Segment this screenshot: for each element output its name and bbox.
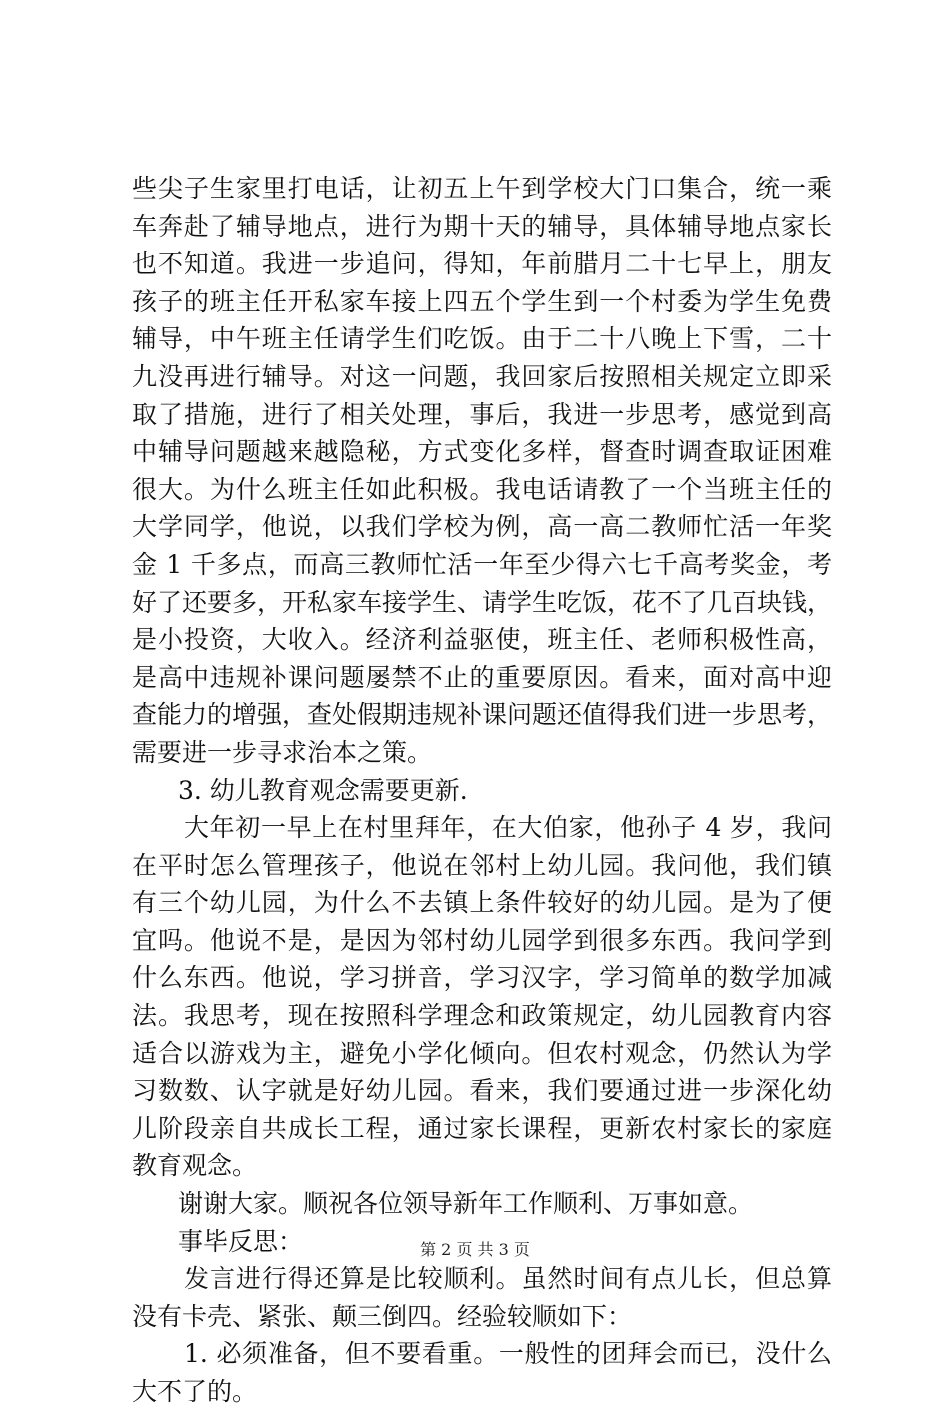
text-line: 孩子的班主任开私家车接上四五个学生到一个村委为学生免费 xyxy=(132,286,832,316)
text-line: 法。我思考，现在按照科学理念和政策规定，幼儿园教育内容 xyxy=(132,1001,832,1031)
text-line: 1. 必须准备，但不要看重。一般性的团拜会而已，没什么 xyxy=(184,1339,832,1369)
text-line: 发言进行得还算是比较顺利。虽然时间有点儿长，但总算 xyxy=(184,1264,832,1294)
text-line: 大不了的。 xyxy=(132,1377,258,1406)
text-line: 些尖子生家里打电话，让初五上午到学校大门口集合，统一乘 xyxy=(132,174,832,203)
text-line: 谢谢大家。顺祝各位领导新年工作顺利、万事如意。 xyxy=(178,1189,754,1219)
text-line: 也不知道。我进一步追问，得知，年前腊月二十七早上，朋友 xyxy=(132,249,832,279)
text-line: 有三个幼儿园，为什么不去镇上条件较好的幼儿园。是为了便 xyxy=(132,888,832,918)
text-line: 车奔赴了辅导地点，进行为期十天的辅导，具体辅导地点家长 xyxy=(132,211,832,241)
text-line: 是小投资，大收入。经济利益驱使，班主任、老师积极性高， xyxy=(132,625,832,655)
text-line: 是高中违规补课问题屡禁不止的重要原因。看来，面对高中迎 xyxy=(132,662,832,692)
text-line: 很大。为什么班主任如此积极。我电话请教了一个当班主任的 xyxy=(132,474,832,504)
text-line: 金 1 千多点，而高三教师忙活一年至少得六七千高考奖金，考 xyxy=(132,549,832,579)
text-line: 取了措施，进行了相关处理，事后，我进一步思考，感觉到高 xyxy=(132,399,832,429)
text-line: 在平时怎么管理孩子，他说在邻村上幼儿园。我问他，我们镇 xyxy=(132,850,832,880)
text-line: 大年初一早上在村里拜年，在大伯家，他孙子 4 岁，我问 xyxy=(184,813,832,843)
section-heading: 3. 幼儿教育观念需要更新. xyxy=(178,775,468,805)
page-number: 第 2 页 共 3 页 xyxy=(420,1240,530,1259)
text-line: 没有卡壳、紧张、颠三倒四。经验较顺如下： xyxy=(132,1301,633,1331)
section-heading: 事毕反思： xyxy=(178,1226,304,1256)
text-line: 什么东西。他说，学习拼音，学习汉字，学习简单的数学加减 xyxy=(132,963,832,993)
text-line: 辅导，中午班主任请学生们吃饭。由于二十八晚上下雪，二十 xyxy=(132,324,832,354)
text-line: 中辅导问题越来越隐秘，方式变化多样，督查时调查取证困难 xyxy=(132,437,832,467)
text-line: 儿阶段亲自共成长工程，通过家长课程，更新农村家长的家庭 xyxy=(132,1113,832,1143)
text-line: 查能力的增强，查处假期违规补课问题还值得我们进一步思考， xyxy=(132,700,833,730)
text-line: 适合以游戏为主，避免小学化倾向。但农村观念，仍然认为学 xyxy=(132,1038,832,1068)
body-text xyxy=(132,170,832,1411)
text-line: 宜吗。他说不是，是因为邻村幼儿园学到很多东西。我问学到 xyxy=(132,925,832,955)
text-line: 习数数、认字就是好幼儿园。看来，我们要通过进一步深化幼 xyxy=(132,1076,832,1106)
text-line: 教育观念。 xyxy=(132,1151,258,1181)
text-line: 需要进一步寻求治本之策。 xyxy=(132,737,433,767)
text-line: 大学同学，他说，以我们学校为例，高一高二教师忙活一年奖 xyxy=(132,512,832,542)
text-line: 九没再进行辅导。对这一问题，我回家后按照相关规定立即采 xyxy=(132,361,832,391)
text-line: 好了还要多，开私家车接学生、请学生吃饭，花不了几百块钱， xyxy=(132,587,833,617)
